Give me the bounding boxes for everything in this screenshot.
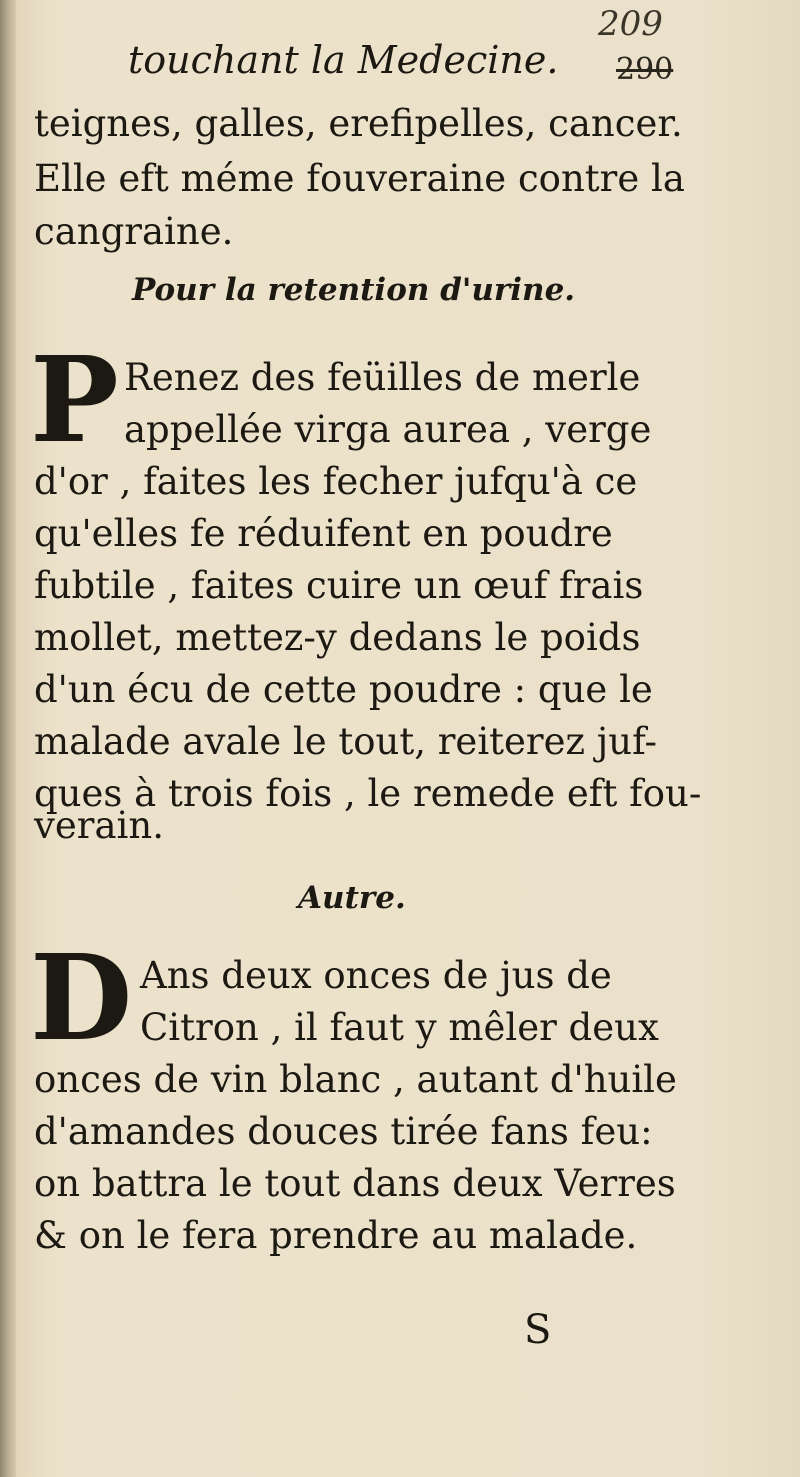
page-gutter [0, 0, 16, 1477]
text-line: qu'elles fe réduifent en poudre [34, 512, 613, 555]
text-line: d'un écu de cette poudre : que le [34, 668, 653, 711]
drop-cap: P [30, 330, 119, 469]
text-line: mollet, mettez-y dedans le poids [34, 616, 641, 659]
text-line: Elle eft méme fouveraine contre la [34, 157, 685, 200]
text-line: onces de vin blanc , autant d'huile [34, 1058, 677, 1101]
text-line: d'or , faites les fecher jufqu'à ce [34, 460, 638, 503]
text-line: ques à trois fois , le remede eft fou- [34, 772, 702, 815]
signature-mark: S [524, 1307, 552, 1353]
text-line: teignes, galles, erefipelles, cancer. [34, 102, 683, 145]
section-heading: Autre. [298, 880, 406, 916]
text-line: Ans deux onces de jus de [140, 954, 612, 997]
drop-cap: D [30, 928, 133, 1067]
text-line: & on le fera prendre au malade. [34, 1214, 638, 1257]
running-head: touchant la Medecine. [128, 38, 559, 82]
text-line: fubtile , faites cuire un œuf frais [34, 564, 644, 607]
text-line: appellée virga aurea , verge [124, 408, 652, 451]
printed-page-number: 290 [616, 52, 674, 87]
text-line: Citron , il faut y mêler deux [140, 1006, 659, 1049]
text-line: verain. [34, 804, 164, 847]
text-line: d'amandes douces tirée fans feu: [34, 1110, 653, 1153]
text-line: malade avale le tout, reiterez juf- [34, 720, 657, 763]
text-line: Renez des feüilles de merle [124, 356, 641, 399]
handwritten-page-number: 209 [598, 4, 663, 44]
section-heading: Pour la retention d'urine. [132, 272, 576, 308]
text-line: on battra le tout dans deux Verres [34, 1162, 676, 1205]
text-line: cangraine. [34, 210, 234, 253]
